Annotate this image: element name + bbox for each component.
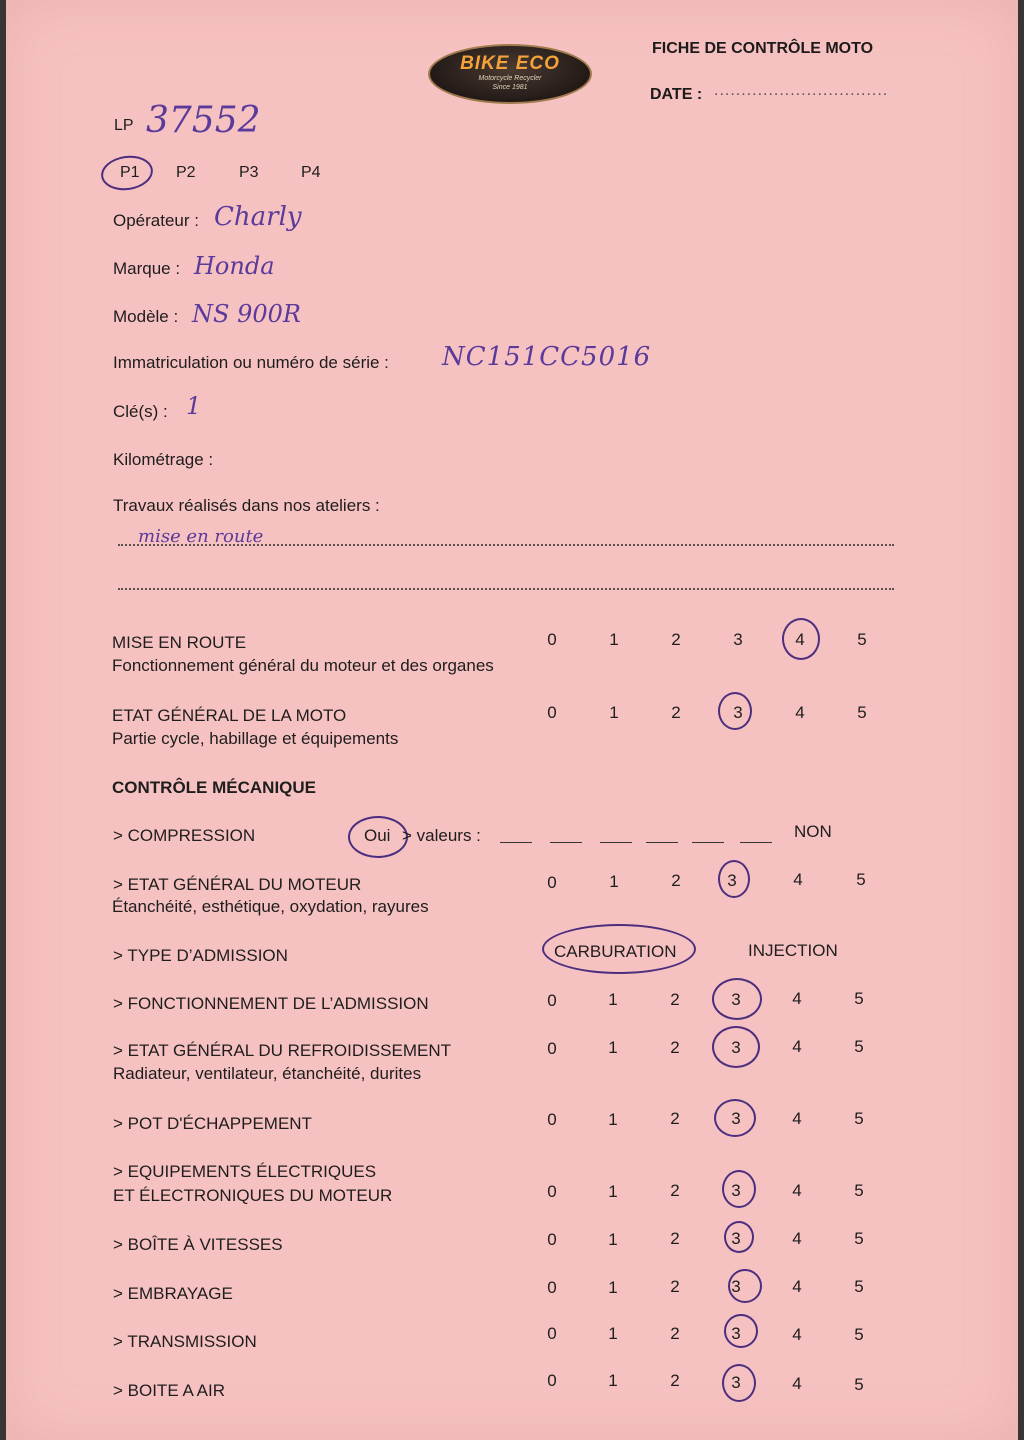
item-title: > POT D'ÉCHAPPEMENT [113,1114,312,1133]
score-circle [724,1221,754,1253]
control-sheet [6,0,1018,1440]
date-label: DATE : [650,86,703,103]
score-3[interactable]: 3 [727,871,737,890]
score-1[interactable]: 1 [608,1278,618,1297]
item-title: > EQUIPEMENTS ÉLECTRIQUES [113,1162,377,1181]
admission-type-label: > TYPE D’ADMISSION [113,946,288,965]
score-5[interactable]: 5 [857,630,867,649]
score-circle [782,618,820,660]
moteur-title: > ETAT GÉNÉRAL DU MOTEUR [113,875,362,894]
score-5[interactable]: 5 [854,1277,864,1296]
cles-label: Clé(s) : [113,402,168,421]
compression-valeurs-label: > valeurs : [402,826,481,845]
travaux-label: Travaux réalisés dans nos ateliers : [113,496,380,515]
score-circle [714,1099,756,1137]
score-4[interactable]: 4 [792,1037,802,1056]
form-title: FICHE DE CONTRÔLE MOTO [652,40,874,57]
item-subtitle: ET ÉLECTRONIQUES DU MOTEUR [113,1186,393,1205]
score-5[interactable]: 5 [854,1375,864,1394]
score-circle [722,1364,756,1402]
score-5[interactable]: 5 [856,870,866,889]
score-3[interactable]: 3 [731,1229,741,1248]
score-4[interactable]: 4 [792,989,802,1008]
score-3[interactable]: 3 [733,630,743,649]
score-circle [724,1314,758,1348]
score-3[interactable]: 3 [731,1277,741,1296]
score-1[interactable]: 1 [608,1182,618,1201]
marque-value[interactable]: Honda [194,252,275,280]
score-2[interactable]: 2 [670,1277,680,1296]
score-3[interactable]: 3 [731,1038,741,1057]
admission-injection[interactable]: INJECTION [748,941,838,960]
score-1[interactable]: 1 [609,703,619,722]
travaux-value[interactable]: mise en route [138,526,264,547]
score-1[interactable]: 1 [608,1110,618,1129]
score-circle [712,1026,760,1068]
position-p2[interactable]: P2 [176,164,196,181]
score-1[interactable]: 1 [609,630,619,649]
score-0[interactable]: 0 [547,1110,557,1129]
score-0[interactable]: 0 [547,873,557,892]
cles-value[interactable]: 1 [186,392,202,420]
score-4[interactable]: 4 [792,1229,802,1248]
score-4[interactable]: 4 [795,703,805,722]
score-3[interactable]: 3 [731,1181,741,1200]
compression-value-3[interactable] [600,842,632,843]
score-1[interactable]: 1 [609,872,619,891]
position-p1-circle [99,153,155,194]
score-0[interactable]: 0 [547,1039,557,1058]
score-5[interactable]: 5 [854,1109,864,1128]
travaux-line-1 [118,544,894,546]
score-0[interactable]: 0 [547,991,557,1010]
score-2[interactable]: 2 [670,1229,680,1248]
etat-moto-title: ETAT GÉNÉRAL DE LA MOTO [112,706,347,725]
score-4[interactable]: 4 [795,630,805,649]
score-circle [712,978,762,1020]
position-p1[interactable]: P1 [120,164,140,181]
lp-value[interactable]: 37552 [146,100,261,141]
score-circle [718,692,752,730]
score-1[interactable]: 1 [608,1371,618,1390]
travaux-line-2 [118,588,894,590]
lp-label: LP [114,117,134,134]
score-0[interactable]: 0 [547,630,557,649]
score-0[interactable]: 0 [547,703,557,722]
score-1[interactable]: 1 [608,1324,618,1343]
etat-moto-subtitle: Partie cycle, habillage et équipements [112,729,399,748]
item-title: > TRANSMISSION [113,1332,257,1351]
modele-label: Modèle : [113,307,179,326]
score-5[interactable]: 5 [854,989,864,1008]
score-1[interactable]: 1 [608,1038,618,1057]
score-3[interactable]: 3 [731,990,741,1009]
compression-value-2[interactable] [550,842,582,843]
compression-oui[interactable]: Oui [364,826,391,845]
item-title: > FONCTIONNEMENT DE L’ADMISSION [113,994,429,1013]
score-0[interactable]: 0 [547,1278,557,1297]
compression-value-6[interactable] [740,842,772,843]
score-2[interactable]: 2 [670,1038,680,1057]
score-2[interactable]: 2 [670,990,680,1009]
score-5[interactable]: 5 [854,1325,864,1344]
score-5[interactable]: 5 [854,1037,864,1056]
score-circle [728,1269,762,1303]
score-1[interactable]: 1 [608,1230,618,1249]
immat-value[interactable]: NC151CC5016 [442,342,652,372]
score-5[interactable]: 5 [854,1229,864,1248]
score-2[interactable]: 2 [670,1371,680,1390]
operateur-label: Opérateur : [113,211,199,230]
logo-since: Since 1981 [492,84,528,91]
score-4[interactable]: 4 [792,1374,802,1393]
logo-tagline: Motorcycle Recycler [478,75,542,82]
bike-eco-logo [428,44,592,104]
score-3[interactable]: 3 [731,1109,741,1128]
score-3[interactable]: 3 [733,703,743,722]
position-p4[interactable]: P4 [301,164,321,181]
item-subtitle: Radiateur, ventilateur, étanchéité, durites [113,1064,422,1083]
score-1[interactable]: 1 [608,990,618,1009]
position-p3[interactable]: P3 [239,164,259,181]
logo-brand: BIKE ECO [460,53,560,74]
compression-non[interactable]: NON [794,822,832,841]
operateur-value[interactable]: Charly [214,202,302,232]
score-4[interactable]: 4 [792,1181,802,1200]
mise-en-route-subtitle: Fonctionnement général du moteur et des organes [112,656,494,675]
modele-value[interactable]: NS 900R [192,300,301,328]
score-2[interactable]: 2 [671,703,681,722]
score-0[interactable]: 0 [547,1324,557,1343]
immat-label: Immatriculation ou numéro de série : [113,353,389,372]
mise-en-route-title: MISE EN ROUTE [112,633,247,652]
score-2[interactable]: 2 [671,871,681,890]
kilometrage-label: Kilométrage : [113,450,214,469]
compression-value-5[interactable] [692,842,724,843]
score-circle [718,860,750,898]
item-title: > BOÎTE À VITESSES [113,1235,283,1254]
score-5[interactable]: 5 [854,1181,864,1200]
compression-value-4[interactable] [646,842,678,843]
date-field[interactable]: ................................ [714,82,889,99]
item-title: > BOITE A AIR [113,1381,225,1400]
score-0[interactable]: 0 [547,1230,557,1249]
moteur-subtitle: Étanchéité, esthétique, oxydation, rayures [112,897,429,916]
score-2[interactable]: 2 [671,630,681,649]
score-2[interactable]: 2 [670,1324,680,1343]
controle-mecanique-heading: CONTRÔLE MÉCANIQUE [112,778,316,797]
score-4[interactable]: 4 [792,1109,802,1128]
score-2[interactable]: 2 [670,1109,680,1128]
score-4[interactable]: 4 [792,1277,802,1296]
admission-carburation-circle [542,924,696,974]
score-circle [722,1170,756,1208]
score-5[interactable]: 5 [857,703,867,722]
score-0[interactable]: 0 [547,1371,557,1390]
score-3[interactable]: 3 [731,1324,741,1343]
score-4[interactable]: 4 [793,870,803,889]
item-title: > EMBRAYAGE [113,1284,233,1303]
item-title: > ETAT GÉNÉRAL DU REFROIDISSEMENT [113,1041,452,1060]
compression-label: > COMPRESSION [113,826,256,845]
compression-oui-circle [348,816,408,858]
score-4[interactable]: 4 [792,1325,802,1344]
score-0[interactable]: 0 [547,1182,557,1201]
score-2[interactable]: 2 [670,1181,680,1200]
score-3[interactable]: 3 [731,1373,741,1392]
admission-carburation[interactable]: CARBURATION [554,942,677,961]
marque-label: Marque : [113,259,181,278]
compression-value-1[interactable] [500,842,532,843]
